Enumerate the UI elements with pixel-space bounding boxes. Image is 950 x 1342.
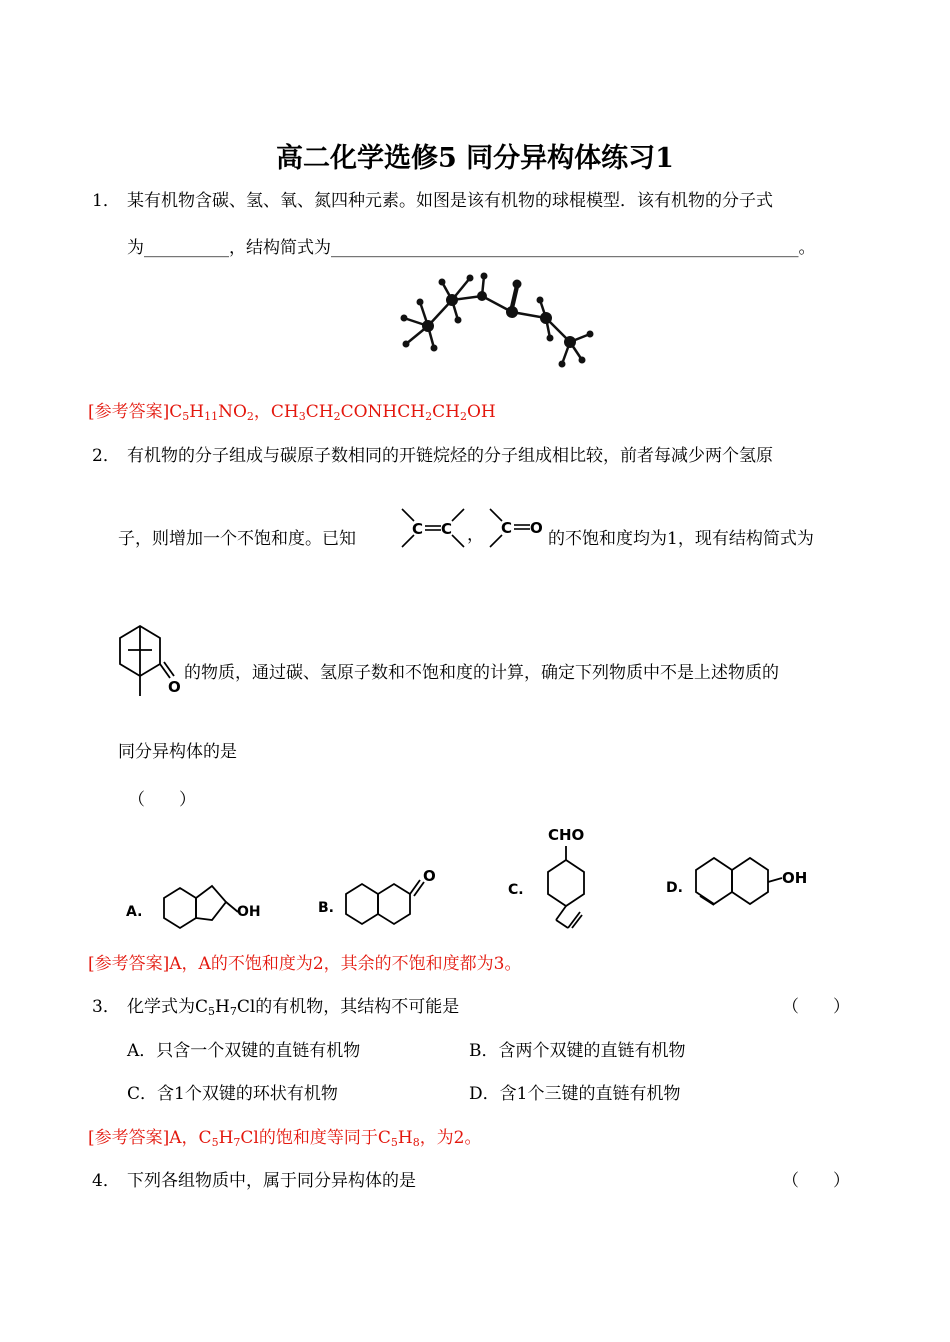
option-b-oxygen: O: [423, 867, 436, 885]
q3-option-a: A．只含一个双键的直链有机物: [127, 1041, 361, 1061]
q4-number: 4．: [92, 1171, 120, 1191]
option-a-oh: OH: [237, 904, 261, 920]
q2-answer: [参考答案]A，A的不饱和度为2，其余的不饱和度都为3。: [88, 954, 522, 974]
q1-blank-formula: __________: [144, 238, 229, 258]
q1-answer-formula: C: [169, 402, 183, 422]
q1-answer: [参考答案]$C_5H_{11}NO_2$，$CH_3CH_2CONHCH_2CH_2OH$: [88, 402, 496, 423]
option-b-structure: [316, 866, 446, 932]
q1-text-end: 。: [798, 238, 816, 258]
option-d-structure: [664, 850, 814, 920]
q2-comma: ，: [467, 525, 484, 545]
q2-answer-bracket: （ ）: [128, 790, 196, 810]
q3-option-c: C．含1个双键的环状有机物: [127, 1084, 338, 1104]
option-d-oh: OH: [782, 869, 808, 887]
q4-answer-bracket: （ ）: [782, 1171, 850, 1191]
option-b-label: B.: [318, 900, 334, 916]
q2-line2-a: 子，则增加一个不饱和度。已知: [118, 529, 356, 549]
q2-line4: 同分异构体的是: [118, 742, 237, 762]
camphor-structure: [108, 622, 188, 698]
carbonyl-o: O: [530, 519, 543, 537]
q1-number: 1．: [92, 191, 120, 211]
q2-line2-b: 的不饱和度均为1，现有结构简式为: [548, 529, 814, 549]
q4-stem: 下列各组物质中，属于同分异构体的是: [127, 1171, 416, 1191]
alkene-structure: [398, 505, 468, 551]
q1-answer-prefix: [参考答案]: [88, 402, 170, 422]
q3-option-b: B．含两个双键的直链有机物: [469, 1041, 686, 1061]
q3-stem: 化学式为$C_5H_7Cl$的有机物，其结构不可能是: [127, 997, 460, 1018]
carbonyl-c: C: [501, 519, 513, 537]
carbonyl-structure: [486, 505, 546, 551]
option-a-structure: [124, 872, 274, 932]
alkene-c-left: C: [412, 520, 424, 538]
q1-line1: 某有机物含碳、氢、氧、氮四种元素。如图是该有机物的球棍模型．该有机物的分子式: [127, 191, 773, 211]
q1-text-b: ，结构简式为: [229, 238, 331, 258]
option-a-label: A.: [126, 904, 143, 920]
alkene-c-right: C: [441, 520, 453, 538]
camphor-oxygen: O: [168, 678, 181, 696]
q1-answer-structure: CH: [270, 402, 299, 422]
q3-option-d: D．含1个三键的直链有机物: [469, 1084, 681, 1104]
q3-number: 3．: [92, 997, 120, 1017]
option-c-structure: [506, 822, 606, 932]
option-d-label: D.: [666, 880, 683, 896]
q3-answer: [参考答案]A，$C_5H_7Cl$的饱和度等同于$C_5H_8$，为2。: [88, 1128, 482, 1149]
q1-blank-structure: _______________________________________________________: [331, 238, 799, 258]
q2-line1: 有机物的分子组成与碳原子数相同的开链烷烃的分子组成相比较，前者每减少两个氢原: [127, 446, 773, 466]
q3-answer-bracket: （ ）: [782, 997, 850, 1017]
q2-line3: 的物质，通过碳、氢原子数和不饱和度的计算，确定下列物质中不是上述物质的: [184, 663, 779, 683]
option-c-cho: CHO: [548, 826, 585, 844]
ball-stick-model-image: [390, 268, 600, 373]
q2-number: 2．: [92, 446, 120, 466]
q1-text-a: 为: [127, 238, 144, 258]
page-title: 高二化学选修5 同分异构体练习1: [276, 143, 674, 174]
q1-line2: [127, 233, 816, 258]
option-c-label: C.: [508, 882, 524, 898]
q3-formula: C: [195, 997, 209, 1017]
